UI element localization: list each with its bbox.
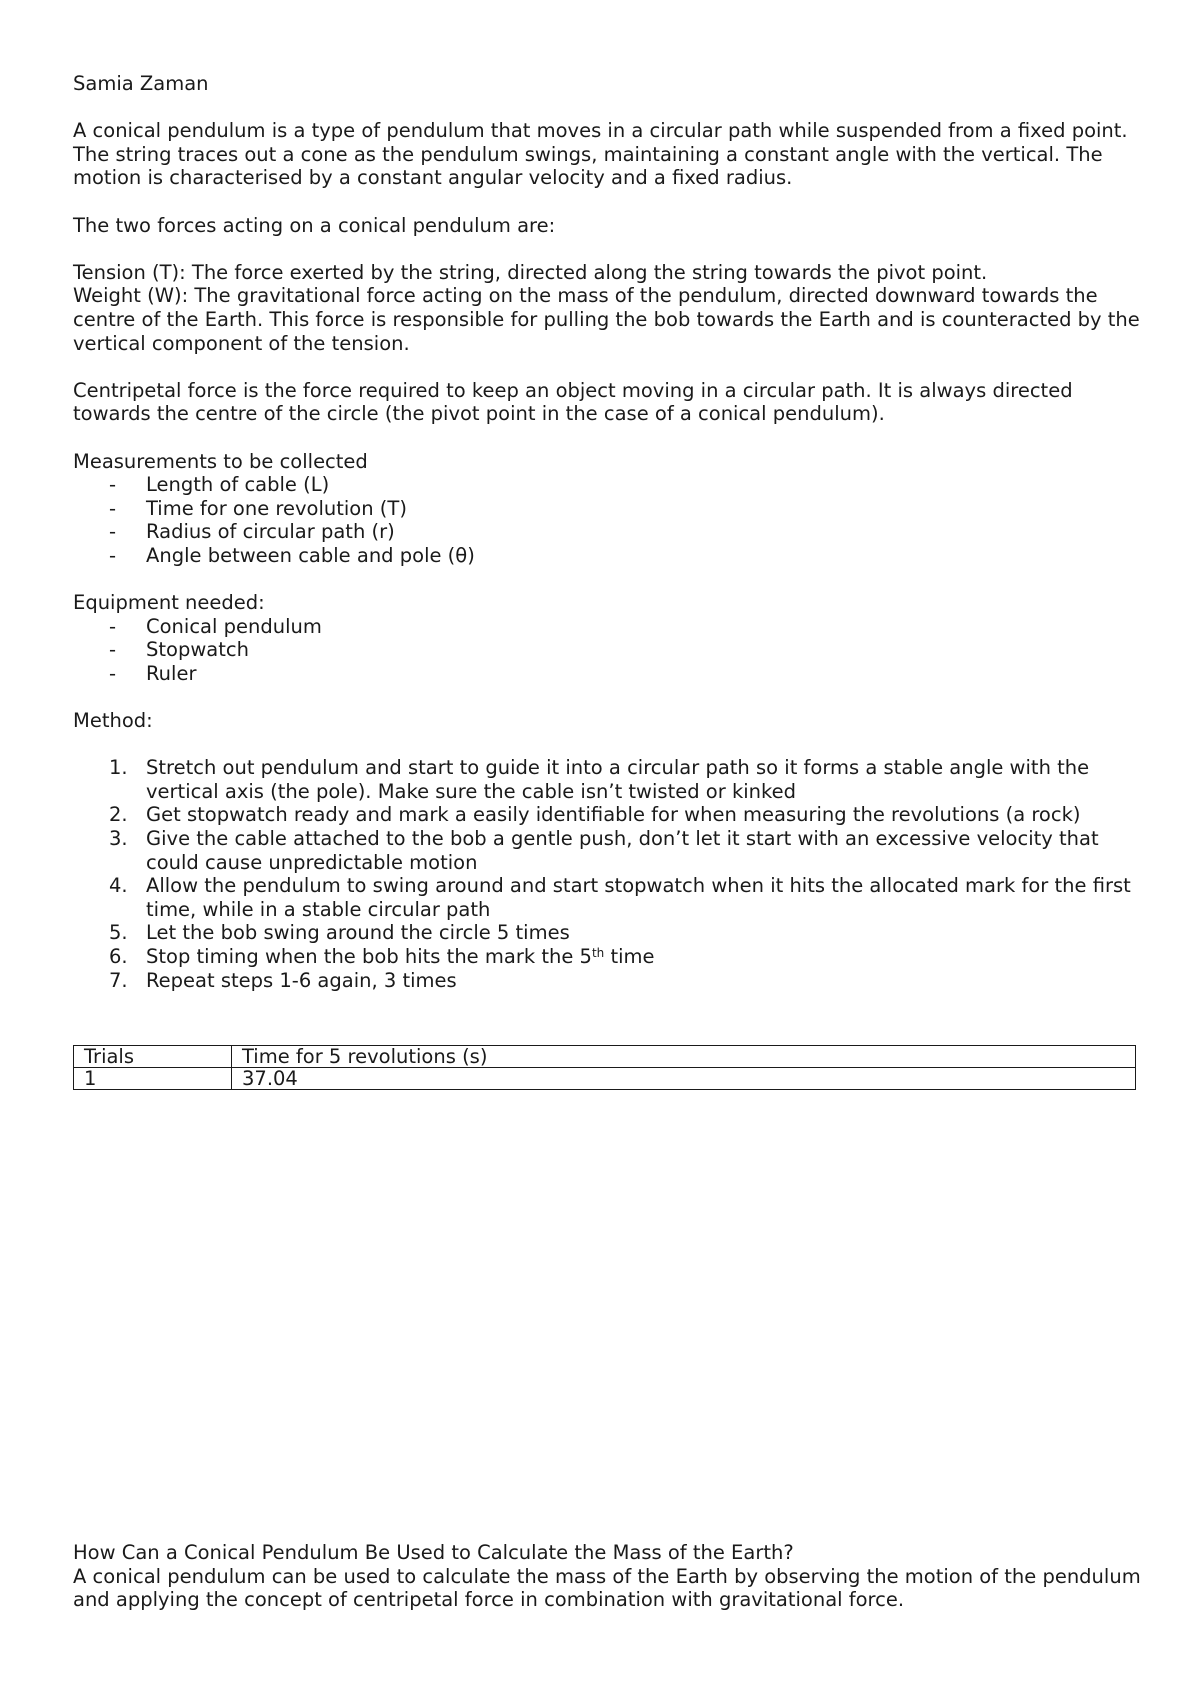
table-cell: 1 — [74, 1068, 232, 1090]
list-item: - Radius of circular path (r) — [109, 520, 395, 544]
list-item: 4. Allow the pendulum to swing around and start stopwatch when it hits the allocated mark for the first time, while in a stable circular path — [109, 874, 1131, 921]
table-header-cell: Time for 5 revolutions (s) — [232, 1046, 1136, 1068]
measurements-heading: Measurements to be collected — [73, 449, 368, 473]
step-number: 6. — [109, 944, 128, 968]
question-section — [73, 1541, 1143, 1612]
list-item: - Length of cable (L) — [109, 473, 330, 497]
superscript-th: th — [591, 945, 605, 960]
dash-marker: - — [109, 543, 117, 567]
dash-marker: - — [109, 614, 117, 638]
list-item: 1. Stretch out pendulum and start to guide it into a circular path so it forms a stable angle with the vertical axis (the pole). Make sure the cable isn’t twisted or kinked — [109, 756, 1090, 803]
table-header-row — [74, 1046, 1136, 1068]
list-item: 7. Repeat steps 1-6 again, 3 times — [109, 968, 457, 992]
dash-marker: - — [109, 520, 117, 544]
step-number: 3. — [109, 827, 128, 850]
equipment-list — [73, 615, 1143, 686]
list-item: 5. Let the bob swing around the circle 5 times — [109, 921, 570, 945]
step-number: 4. — [109, 874, 128, 898]
author-name: Samia Zaman — [73, 72, 209, 95]
question-heading: How Can a Conical Pendulum Be Used to Calculate the Mass of the Earth? — [73, 1541, 794, 1564]
list-item: - Conical pendulum — [109, 614, 322, 638]
step-number: 7. — [109, 968, 128, 992]
method-heading: Method: — [73, 709, 153, 733]
list-item: 3. Give the cable attached to the bob a gentle push, don’t let it start with an excessive velocity that could cause unpredictable motion — [109, 827, 1099, 874]
trials-table — [73, 1045, 1136, 1090]
method-steps — [73, 756, 1143, 992]
tension-paragraph: Tension (T): The force exerted by the string, directed along the string towards the pivot point. — [73, 260, 988, 284]
forces-heading: The two forces acting on a conical pendulum are: — [73, 213, 556, 237]
step-number: 1. — [109, 756, 128, 780]
intro-paragraph: A conical pendulum is a type of pendulum that moves in a circular path while suspended from a fixed point. The string traces out a cone as the pendulum swings, maintaining a constant angle with the vertical. The motion is characterised by a constant angular velocity and a fixed radius. — [73, 119, 1128, 190]
measurements-list — [73, 473, 1143, 567]
list-item: 6. Stop timing when the bob hits the mark the 5th time — [109, 944, 655, 968]
document-body — [73, 72, 1143, 992]
dash-marker: - — [109, 661, 117, 685]
dash-marker: - — [109, 496, 117, 520]
list-item: - Time for one revolution (T) — [109, 496, 407, 520]
list-item: - Ruler — [109, 661, 197, 685]
step-number: 2. — [109, 803, 128, 827]
equipment-heading: Equipment needed: — [73, 591, 265, 615]
list-item: - Angle between cable and pole (θ) — [109, 543, 475, 567]
dash-marker: - — [109, 638, 117, 662]
list-item: 2. Get stopwatch ready and mark a easily identifiable for when measuring the revolutions (a rock) — [109, 803, 1081, 827]
dash-marker: - — [109, 473, 117, 497]
table-cell: 37.04 — [232, 1068, 1136, 1090]
table-row — [74, 1068, 1136, 1090]
table-header-cell: Trials — [74, 1046, 232, 1068]
list-item: - Stopwatch — [109, 638, 249, 662]
weight-paragraph: Weight (W): The gravitational force acting on the mass of the pendulum, directed downward towards the centre of the Earth. This force is responsible for pulling the bob towards the Earth and is counteracted by the vertical component of the tension. — [73, 284, 1140, 355]
answer-paragraph: A conical pendulum can be used to calculate the mass of the Earth by observing the motion of the pendulum and applying the concept of centripetal force in combination with gravitational force. — [73, 1564, 1141, 1612]
step-number: 5. — [109, 921, 128, 945]
centripetal-paragraph: Centripetal force is the force required to keep an object moving in a circular path. It is always directed towards the centre of the circle (the pivot point in the case of a conical pendulum). — [73, 378, 1073, 426]
